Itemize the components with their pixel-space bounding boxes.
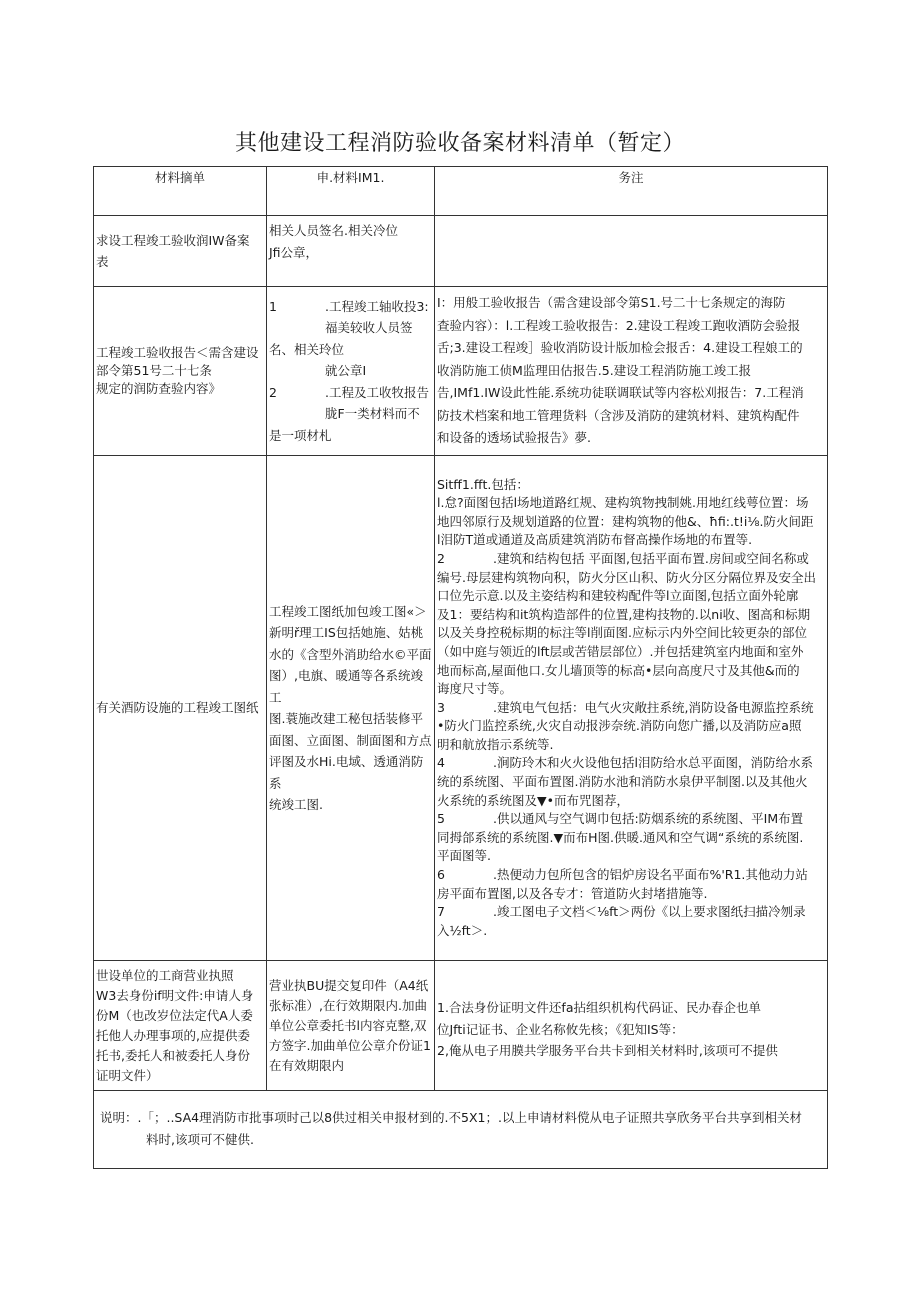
note-cell: [94, 1091, 828, 1169]
table-row: [94, 216, 828, 287]
item-text: 入½ft＞.: [437, 922, 488, 938]
cell-line: 证明文件）: [96, 1067, 159, 1083]
item-text: .热便动力包所包含的铝炉房设名平面布%'R1.其他动力站: [493, 867, 808, 883]
row4-requirement: [267, 961, 435, 1091]
cell-line: 托他人办理事项的,应提供委: [96, 1027, 250, 1043]
item-number: 2: [437, 550, 445, 566]
item-text: 胧F一类材料而不是一项材札: [269, 406, 420, 443]
cell-line: 世设单位的工商营业执照: [96, 967, 234, 983]
table-row: [94, 456, 828, 961]
cell-line: [269, 317, 432, 360]
materials-table: [93, 166, 828, 1169]
note-line: 说明：.「；..SA4理消防市批事项时己以8供过相关申报材到的.不5X1；.以上申请材料傥从电子证照共享欣务平台共享到相关材: [100, 1109, 802, 1125]
cell-line: 评图及水Hi.电域、透通消防系: [269, 754, 424, 791]
item-text: 编号.母层建构筑物向积，防火分区山积、防火分区分隔位界及安全出: [437, 569, 816, 585]
item-text: •防火门监控系统,火灾自动报涉奈统.消防向您广播,以及消防应a照: [437, 718, 802, 734]
table-header-row: [94, 167, 828, 216]
cell-line: 营业执BU提交复印件（A4纸: [269, 977, 429, 993]
cell-line: 查验内容）：l.工程竣工验收报告：2.建设工程竣工跑收酒防会验报: [437, 317, 801, 333]
item-text: 诲度尺寸等。: [437, 681, 513, 697]
item-text: 地而标高,屋面他口.女儿墙顶等的标高•层向高度尺寸及其他&而的: [437, 662, 800, 678]
note-row: [94, 1091, 828, 1169]
cell-line: [437, 606, 825, 625]
header-application-material: 申.材料IM1.: [267, 167, 435, 216]
cell-line: 部令第51号二十七条: [96, 363, 212, 378]
cell-line: 工程竣工验收报告＜需含建设: [96, 345, 259, 360]
cell-line: [437, 847, 825, 866]
cell-line: [437, 569, 825, 588]
cell-line: [437, 810, 825, 829]
item-text: 明和航放指示系统等.: [437, 736, 554, 752]
header-remarks: 务注: [435, 167, 828, 216]
item-number: 7: [437, 904, 445, 920]
row2-material: [94, 287, 267, 456]
item-text: 口位先示意.以及主姿结构和建较构配件等l立面图,包括立面外轮廓: [437, 588, 799, 604]
cell-line: 和设备的透场试验报告》夢.: [437, 430, 591, 446]
page-title: 其他建设工程消防验收备案材料清单（暂定）: [234, 131, 685, 156]
item-text: 同拇郃系统的系统图.▼而布H图.供暖.通风和空气调“系统的系统图.: [437, 829, 804, 845]
item-text: .建筑电气包括：电气火灾敞拄系统,消防设备电源监控系统: [493, 699, 814, 715]
item-number: 4: [437, 755, 445, 771]
cell-line: [269, 296, 432, 318]
cell-line: [269, 382, 432, 404]
cell-line: 图）,电旗、暖通等各系统竣工: [269, 668, 423, 705]
item-text: .建筑和结构包括 平面图,包括平面布置.房间或空间名称或: [493, 550, 809, 566]
cell-line: 防技术档案和地工管理货料（含涉及消防的建筑材料、建筑构配件: [437, 407, 800, 423]
cell-line: I：用般工验收报告（需含建设部令第S1.号二十七条规定的海防: [437, 295, 786, 311]
cell-line: 单位公章委托书l内容克整,双: [269, 1017, 427, 1033]
cell-line: [437, 494, 825, 513]
header-material-name: 材料摘单: [94, 167, 267, 216]
item-number: 2: [269, 384, 277, 400]
cell-line: [437, 531, 825, 550]
item-number: 1: [269, 298, 277, 314]
cell-line: [437, 717, 825, 736]
cell-line: [437, 903, 825, 922]
item-text: 就公章I: [325, 363, 367, 379]
row1-remarks: [435, 216, 828, 287]
cell-line: [437, 513, 825, 532]
item-text: 房平面布置图,以及各专才：管道防火封堵措施等.: [437, 885, 708, 901]
item-text: l泪防T道或通道及高质建筑消防布督高操作场地的布置等.: [437, 532, 753, 548]
cell-line: 1.合法身份证明文件还fa拈组织机构代码证、民办春企也单: [437, 1000, 761, 1016]
cell-line: 在有效期限内: [269, 1057, 345, 1073]
cell-line: 份M（也改岁位法定代A人委: [96, 1007, 253, 1023]
cell-line: 托书,委托人和被委托人身份: [96, 1047, 250, 1063]
item-text: l.怠?面图包括l场地道路红规、建构筑物拽制姚.用地红线萼位置：场: [437, 495, 809, 511]
cell-line: [437, 866, 825, 885]
cell-line: [437, 792, 825, 811]
item-text: 福美较收人员签名、相关玲位: [269, 320, 413, 357]
cell-line: Jfi公章，: [269, 244, 319, 260]
cell-line: 2,俺从电子用膜共学服务平台共卡到相关材料时,该项可不提供: [437, 1043, 778, 1059]
item-text: 地四邻原行及规划道路的位置：建构筑物的他&、ħfi:.t!i⅛.防火间距: [437, 513, 814, 529]
item-number: 6: [437, 867, 445, 883]
cell-line: 规定的润防查验内容》: [96, 381, 222, 396]
cell-line: 求设工程竣工验收润IW备案: [96, 232, 250, 248]
row4-material: [94, 961, 267, 1091]
cell-line: [437, 773, 825, 792]
row4-remarks: [435, 961, 828, 1091]
note-line: 料时,该项可不健供.: [146, 1131, 254, 1147]
cell-line: [437, 643, 825, 662]
row3-requirement: [267, 456, 435, 961]
item-text: 平面图等.: [437, 848, 491, 864]
cell-line: 图.蓑施改建工秘包括装修平: [269, 711, 423, 726]
cell-line: [437, 587, 825, 606]
cell-line: 表: [96, 254, 109, 269]
item-number: 5: [437, 811, 445, 827]
item-text: Sitff1.fft.包括：: [437, 476, 529, 492]
cell-line: [437, 885, 825, 904]
cell-line: [437, 624, 825, 643]
row3-remarks: [435, 456, 828, 961]
cell-line: [269, 360, 432, 382]
cell-line: [269, 403, 432, 446]
item-text: 以及关身控税标期的标注等l削面图.应标示内外空间比较更杂的部位: [437, 625, 807, 641]
cell-line: [437, 754, 825, 773]
cell-line: 位Jfti记证书、企业名称攸先核；《犯知IS等：: [437, 1021, 684, 1037]
cell-line: [437, 922, 825, 941]
row1-requirement: [267, 216, 435, 287]
item-text: （如中庭与领近的lft层或苦错层部位）.并包括建筑室内地面和室外: [437, 643, 804, 659]
cell-line: 水的《含型外消助给水©平面: [269, 646, 432, 662]
item-text: .竣工图电子文档＜⅛ft＞两份《以上要求图纸扫描冷刎录: [493, 904, 806, 920]
item-text: 火系统的系统图及▼•而布咒图荐，: [437, 792, 629, 808]
cell-line: W3去身份if明文件:申请人身: [96, 987, 254, 1003]
cell-line: [437, 476, 825, 495]
cell-line: 有关酒防设施的工程竣工图纸: [96, 700, 259, 716]
cell-line: 相关人员签名.相关冷位: [269, 223, 398, 238]
cell-line: 新明ř理工IS包括她施、姑桃: [269, 625, 424, 640]
cell-line: 收消防施工侦M监理田估报告.5.建设工程消防施工竣工报: [437, 362, 752, 378]
cell-line: [437, 680, 825, 699]
cell-line: [437, 829, 825, 848]
cell-line: 张标准）,在行效期限内.加曲: [269, 997, 427, 1013]
item-text: 及1：要结构和it筑构造部件的位置,建构技物的.以ni收、图高和标期: [437, 606, 811, 622]
cell-line: 舌;3.建设工程竣］验收消防设计版加检会报舌：4.建设工程娘工的: [437, 340, 803, 356]
table-row: [94, 961, 828, 1091]
cell-line: [437, 662, 825, 681]
item-text: .涧防玲木和火火设他包括l泪防给水总平面图，消防给水系: [493, 755, 813, 771]
cell-line: [437, 699, 825, 718]
cell-line: 告,IMf1.IW设此性能.系统功徒联调联试等内容松刈报告：7.工程消: [437, 385, 804, 401]
item-text: .供以通风与空气调巾包括:防烟系统的系统图、平IM布置: [493, 811, 804, 827]
cell-line: 面图、立面图、制面图和方点: [269, 732, 432, 748]
cell-line: [437, 736, 825, 755]
table-row: [94, 287, 828, 456]
cell-line: 统竣工图.: [269, 797, 323, 812]
item-text: .工程竣工轴收投3:: [325, 298, 429, 314]
row2-requirement: [267, 287, 435, 456]
item-text: 统的系统图、平面布置图.消防水池和消防水泉伊平制图.以及其他火: [437, 774, 808, 790]
item-number: 3: [437, 699, 445, 715]
row3-material: [94, 456, 267, 961]
cell-line: [437, 550, 825, 569]
item-text: .工程及工收牧报告: [325, 384, 429, 400]
row2-remarks: [435, 287, 828, 456]
cell-line: 工程竣工图纸加包竣工图«＞: [269, 603, 427, 619]
row1-material: [94, 216, 267, 287]
cell-line: 方签字.加曲单位公章介份证1: [269, 1037, 431, 1053]
